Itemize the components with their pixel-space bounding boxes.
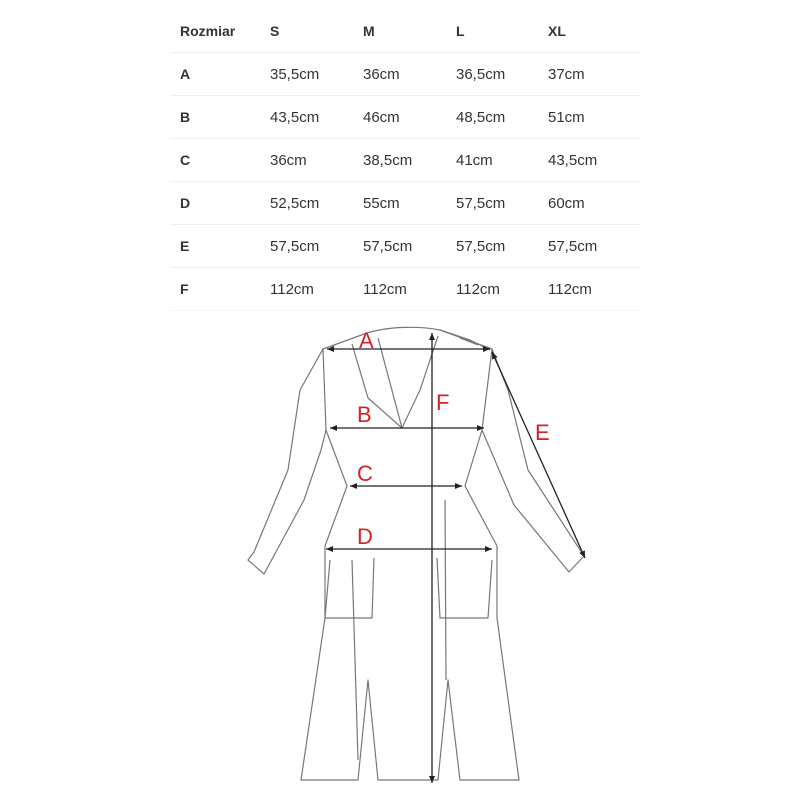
label-e: E (535, 420, 550, 445)
table-cell: 37cm (548, 65, 585, 83)
label-f: F (436, 390, 450, 415)
table-cell: 36,5cm (456, 65, 506, 83)
header-l: L (456, 23, 465, 39)
table-cell: 112cm (270, 280, 314, 298)
row-label: C (180, 152, 191, 168)
row-label: E (180, 238, 190, 254)
row-label: B (180, 109, 191, 125)
table-cell: 60cm (548, 194, 585, 212)
header-xl: XL (548, 23, 566, 39)
label-b: B (357, 402, 372, 427)
table-cell: 112cm (456, 280, 500, 298)
measurement-labels (357, 328, 550, 549)
label-c: C (357, 461, 373, 486)
dress-outline (248, 327, 584, 780)
measure-e-arrow (492, 352, 585, 558)
table-cell: 112cm (363, 280, 407, 298)
table-cell: 57,5cm (456, 194, 506, 212)
row-label: F (180, 281, 189, 297)
header-m: M (363, 23, 375, 39)
table-cell: 46cm (363, 108, 400, 126)
table-cell: 112cm (548, 280, 592, 298)
table-cell: 57,5cm (270, 237, 320, 255)
table-cell: 36cm (363, 65, 400, 83)
table-cell: 55cm (363, 194, 400, 212)
table-cell: 57,5cm (363, 237, 413, 255)
table-cell: 52,5cm (270, 194, 320, 212)
table-cell: 57,5cm (456, 237, 506, 255)
header-s: S (270, 23, 280, 39)
table-cell: 57,5cm (548, 237, 598, 255)
table-cell: 38,5cm (363, 151, 413, 169)
table-cell: 43,5cm (270, 108, 320, 126)
table-cell: 36cm (270, 151, 307, 169)
row-label: D (180, 195, 191, 211)
table-cell: 51cm (548, 108, 585, 126)
table-cell: 35,5cm (270, 65, 320, 83)
row-label: A (180, 66, 191, 82)
label-a: A (359, 328, 374, 353)
header-size: Rozmiar (180, 23, 236, 39)
table-cell: 43,5cm (548, 151, 598, 169)
table-cell: 41cm (456, 151, 493, 169)
label-d: D (357, 524, 373, 549)
table-cell: 48,5cm (456, 108, 506, 126)
